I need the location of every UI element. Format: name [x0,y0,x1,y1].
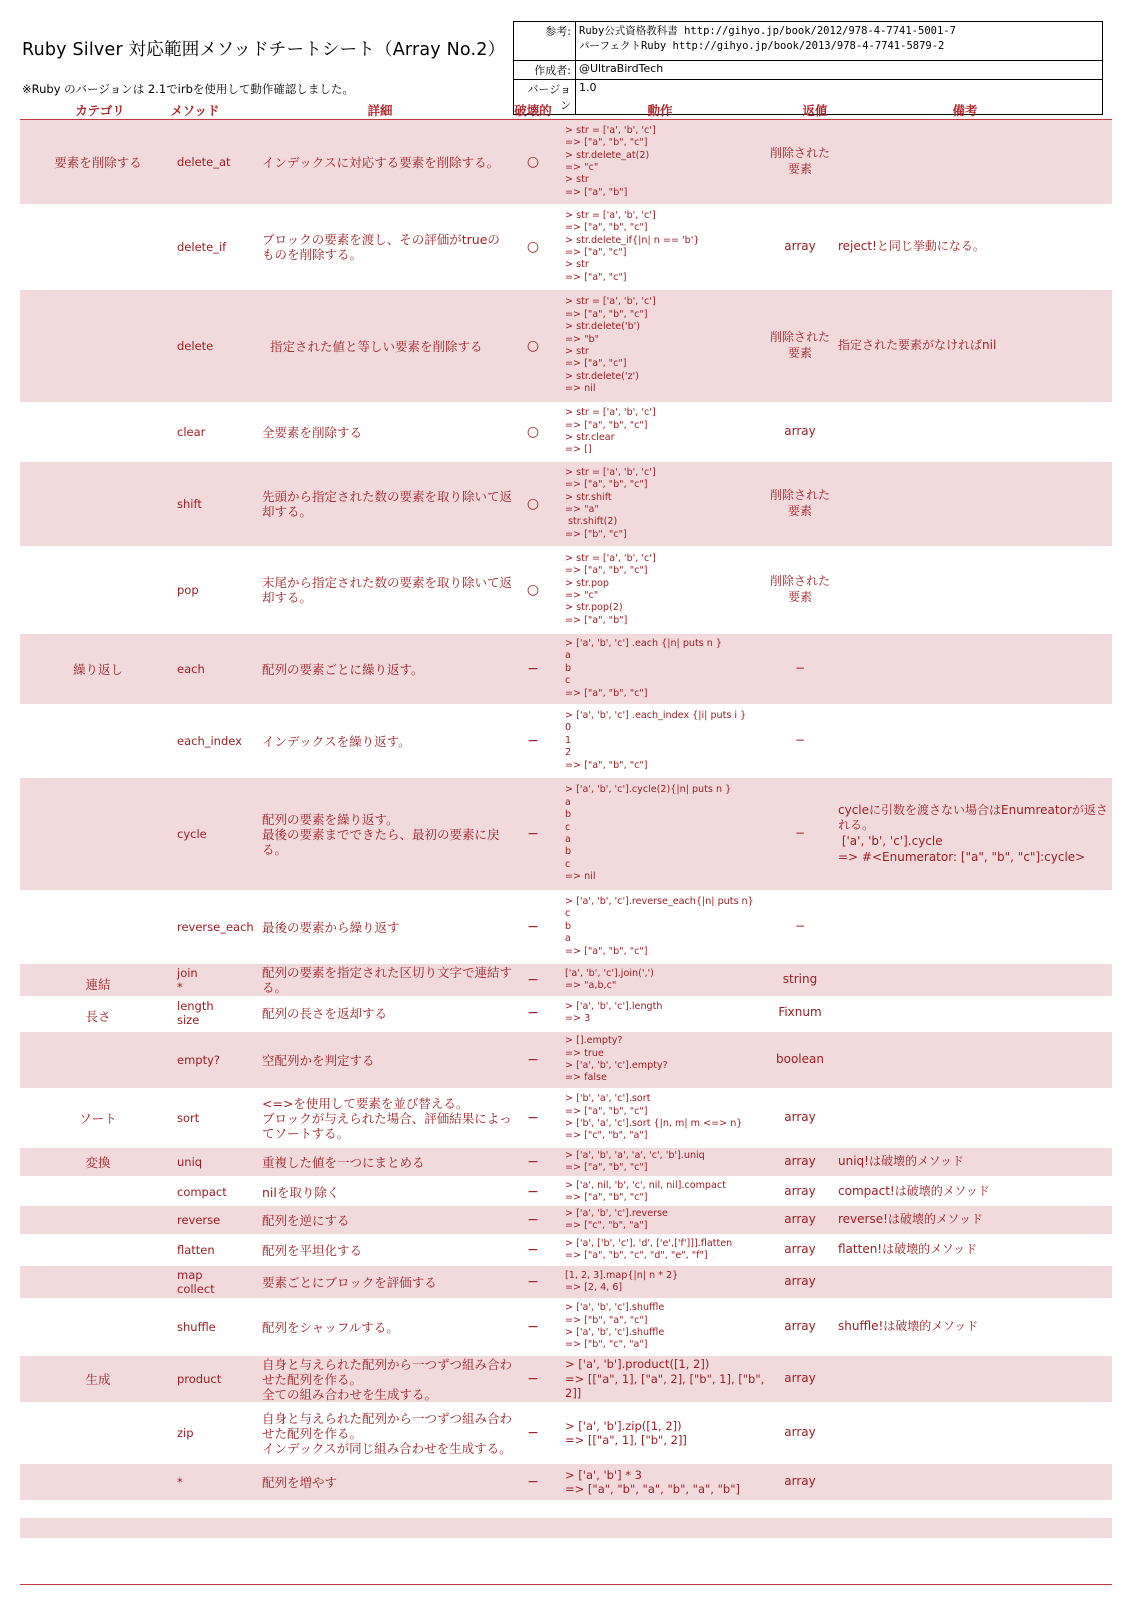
table-row [20,1236,1112,1264]
return-value: array [784,239,816,254]
detail-text: 全要素を削除する [262,424,363,440]
action-example: > ['a', ['b', 'c'], 'd', ['e',['f']]].flatten => ["a", "b", "c", "d", "e", "f"] [565,1237,733,1261]
category-cell: 要素を削除する [54,155,142,170]
remarks-text: flatten!は破壊的メソッド [838,1242,978,1257]
remarks-text [838,998,1108,1028]
action-example: > str = ['a', 'b', 'c'] => ["a", "b", "c"] > str.delete('b') => "b" > str => ["a", "c"] > str.delete('z') => nil [565,296,656,395]
table-row [20,1464,1112,1500]
action-example: > ['a', 'b', 'c'].length => 3 [565,1000,663,1024]
method-name: delete_if [177,239,227,254]
destructive-mark: − [527,1242,539,1258]
table-row [20,706,1112,776]
action-example: > ['a', 'b', 'c'].shuffle => ["b", "a", "c"] > ['a', 'b', 'c'].shuffle => ["b", "c", "a"] [565,1302,665,1351]
destructive-mark: − [527,733,539,749]
return-value: string [782,972,818,987]
return-value: array [784,1274,816,1289]
remarks-text: reverse!は破壊的メソッド [838,1212,983,1227]
remarks-text [838,1356,1108,1402]
table-row [20,998,1112,1028]
return-value: 削除された 要素 [769,330,830,360]
destructive-mark: ○ [526,154,540,170]
return-value: − [794,733,806,748]
detail-text: 配列の要素ごとに繰り返す。 [262,661,424,677]
method-name: map collect [177,1267,215,1296]
category-cell [20,290,176,402]
return-value: array [784,1319,816,1334]
remarks-text [838,706,1108,776]
action-example: > [].empty? => true > ['a', 'b', 'c'].empty? => false [565,1035,668,1084]
remarks-text [838,404,1108,460]
detail-text: 配列を増やす [262,1474,338,1490]
table-row [20,1032,1112,1088]
detail-text: 配列の長さを返却する [262,1005,388,1021]
remarks-text [838,634,1108,704]
action-example: > str = ['a', 'b', 'c'] => ["a", "b", "c"] > str.clear => [] [565,407,656,456]
ref-line2: パーフェクトRuby http://gihyo.jp/book/2013/978-4-7741-5879-2 [579,40,945,52]
remarks-text [838,1464,1108,1500]
destructive-mark: − [527,1371,539,1387]
destructive-mark: − [527,1274,539,1290]
detail-text: 配列の要素を指定された区切り文字で連結する。 [262,965,513,995]
method-name: delete [177,338,214,353]
action-example: > str = ['a', 'b', 'c'] => ["a", "b", "c"] > str.pop => "c" > str.pop(2) => ["a", "b"] [565,552,656,626]
detail-text: 空配列かを判定する [262,1052,375,1068]
category-cell [20,1236,176,1264]
category-cell: ソート [79,1111,117,1126]
method-name: cycle [177,826,207,841]
category-cell [20,1300,176,1354]
detail-text: 先頭から指定された数の要素を取り除いて返却する。 [262,489,513,519]
action-example: > ['a', 'b', 'c'].reverse_each{|n| puts n} c b a => ["a", "b", "c"] [565,895,754,957]
empty-row [20,1518,1112,1538]
destructive-mark: − [527,919,539,935]
category-cell: 連結 [85,977,111,992]
table-row [20,634,1112,704]
destructive-mark: − [527,1052,539,1068]
method-name: each_index [177,733,242,748]
detail-text: nilを取り除く [262,1184,340,1200]
action-example: > ['a', 'b', 'c'].cycle(2){|n| puts n } a b c a b c => nil [565,784,732,883]
destructive-mark: − [527,1212,539,1228]
category-cell: 繰り返し [72,662,123,677]
category-cell [20,892,176,962]
detail-text: 末尾から指定された数の要素を取り除いて返却する。 [262,575,513,605]
action-example: > ['a', 'b'].product([1, 2]) => [["a", 1], ["a", 2], ["b", 1], ["b", 2]] [565,1357,765,1401]
category-cell [20,205,176,289]
author-label: 作成者: [514,61,576,80]
destructive-mark: − [527,1184,539,1200]
category-cell [20,706,176,776]
header-remarks: 備考 [952,103,978,118]
action-example: > ['a', 'b', 'c'] .each {|n| puts n } a b c => ["a", "b", "c"] [565,637,723,699]
header-action: 動作 [647,103,673,118]
category-cell [20,1404,176,1462]
destructive-mark: − [527,1425,539,1441]
return-value: Fixnum [778,1005,822,1020]
return-value: 削除された 要素 [769,488,830,518]
remarks-text: cycleに引数を渡さない場合はEnumreatorが返される。 ['a', 'b', 'c'].cycle => #<Enumerator: ["a", "b", "c"]:cycle> [838,802,1108,864]
detail-text: 要素ごとにブロックを評価する [262,1274,437,1290]
remarks-text [838,892,1108,962]
action-example: > ['a', 'b'].zip([1, 2]) => [["a", 1], ["b", 2]] [565,1418,687,1447]
category-cell [20,462,176,546]
category-cell [20,548,176,632]
remarks-text [838,120,1108,204]
table-row [20,892,1112,962]
table-row [20,1356,1112,1402]
destructive-mark: ○ [526,239,540,255]
remarks-text [838,462,1108,546]
category-cell [20,1266,176,1298]
remarks-text [838,1404,1108,1462]
action-example: > str = ['a', 'b', 'c'] => ["a", "b", "c"] > str.shift => "a" str.shift(2) => ["b", "c"] [565,466,656,540]
method-name: join * [177,965,198,994]
category-cell: 生成 [85,1372,111,1387]
remarks-text [838,1090,1108,1146]
method-name: empty? [177,1052,220,1067]
action-example: > str = ['a', 'b', 'c'] => ["a", "b", "c"] > str.delete_if{|n| n == 'b'} => ["a", "c"] > str => ["a", "c"] [565,209,700,283]
method-name: delete_at [177,154,231,169]
return-value: 削除された 要素 [769,574,830,604]
header-method: メソッド [170,103,220,118]
return-value: 削除された 要素 [769,146,830,176]
table-row [20,205,1112,289]
detail-text: インデックスに対応する要素を削除する。 [262,154,500,170]
return-value: boolean [776,1052,824,1067]
method-name: uniq [177,1154,203,1169]
category-cell [20,1206,176,1234]
header-detail: 詳細 [367,103,393,118]
detail-text: 指定された値と等しい要素を削除する [266,338,483,354]
table-row [20,1090,1112,1146]
destructive-mark: − [527,826,539,842]
column-header-row [0,101,1128,119]
detail-text: 最後の要素から繰り返す [262,919,400,935]
detail-text: 配列をシャッフルする。 [262,1319,399,1335]
footer-rule [20,1584,1112,1585]
return-value: array [784,1242,816,1257]
action-example: > ['a', 'b', 'a', 'a', 'c', 'b'].uniq => ["a", "b", "c"] [565,1149,705,1173]
version-label: バージョン [514,80,576,115]
version-value: 1.0 [576,80,1103,115]
detail-text: 配列を平坦化する [262,1242,363,1258]
destructive-mark: − [527,661,539,677]
method-name: product [177,1371,222,1386]
table-row [20,462,1112,546]
detail-text: 自身と与えられた配列から一つずつ組み合わせた配列を作る。 インデックスが同じ組み合わせを生成する。 [262,1410,513,1456]
table-row [20,1404,1112,1462]
action-example: ['a', 'b', 'c'].join(',') => "a,b,c" [565,967,654,991]
detail-text: 重複した値を一つにまとめる [262,1154,425,1170]
table-row [20,290,1112,402]
method-name: compact [177,1184,227,1199]
category-cell [20,1032,176,1088]
destructive-mark: − [527,1005,539,1021]
return-value: − [794,661,806,676]
version-note: ※Ruby のバージョンは 2.1でirbを使用して動作確認しました。 [22,82,354,96]
remarks-text [838,548,1108,632]
action-example: > ['a', 'b', 'c'].reverse => ["c", "b", "a"] [565,1207,668,1231]
return-value: array [784,1371,816,1386]
remarks-text [838,964,1108,996]
remarks-text: uniq!は破壊的メソッド [838,1154,965,1169]
ref-line1: Ruby公式資格教科書 http://gihyo.jp/book/2012/978-4-7741-5001-7 [579,25,956,37]
page-title: Ruby Silver 対応範囲メソッドチートシート（Array No.2） [22,40,506,60]
remarks-text: shuffle!は破壊的メソッド [838,1319,979,1334]
table-row [20,404,1112,460]
action-example: > ['a', nil, 'b', 'c', nil, nil].compact => ["a", "b", "c"] [565,1179,726,1203]
author-value: @UltraBirdTech [576,61,1103,80]
category-cell: 長さ [85,1009,111,1024]
remarks-text: compact!は破壊的メソッド [838,1184,990,1199]
destructive-mark: − [527,1319,539,1335]
remarks-text: reject!と同じ挙動になる。 [838,239,985,254]
method-name: length size [177,998,214,1027]
return-value: array [784,1110,816,1125]
method-name: zip [177,1425,194,1440]
action-example: > ['a', 'b'] * 3 => ["a", "b", "a", "b", "a", "b"] [565,1467,740,1496]
table-row [20,1148,1112,1176]
action-example: > ['b', 'a', 'c'].sort => ["a", "b", "c"] > ['b', 'a', 'c'].sort {|n, m| m <=> n} => ["c", "b", "a"] [565,1093,743,1142]
method-name: pop [177,582,199,597]
destructive-mark: ○ [526,496,540,512]
category-cell [20,778,176,890]
method-name: reverse_each [177,919,254,934]
destructive-mark: − [527,972,539,988]
table-row [20,1300,1112,1354]
category-cell [20,1178,176,1206]
method-name: * [177,1474,183,1489]
return-value: array [784,1154,816,1169]
remarks-text [838,1032,1108,1088]
method-name: shuffle [177,1319,216,1334]
detail-text: 配列の要素を繰り返す。 最後の要素までできたら、最初の要素に戻る。 [262,811,500,857]
header-return: 返値 [802,103,828,118]
destructive-mark: − [527,1474,539,1490]
return-value: array [784,424,816,439]
destructive-mark: − [527,1110,539,1126]
return-value: array [784,1184,816,1199]
category-cell [20,1464,176,1500]
table-row [20,120,1112,204]
table-row [20,1206,1112,1234]
table-row [20,548,1112,632]
destructive-mark: ○ [526,338,540,354]
return-value: array [784,1474,816,1489]
header-destructive: 破壊的 [514,103,552,118]
detail-text: 自身と与えられた配列から一つずつ組み合わせた配列を作る。 全ての組み合わせを生成する。 [262,1356,513,1402]
return-value: array [784,1425,816,1440]
header-category: カテゴリ [75,103,125,118]
destructive-mark: − [527,1154,539,1170]
method-name: each [177,661,205,676]
method-name: reverse [177,1212,221,1227]
method-name: sort [177,1110,200,1125]
method-name: clear [177,424,206,439]
detail-text: ブロックの要素を渡し、その評価がtrueのものを削除する。 [262,232,500,262]
action-example: > str = ['a', 'b', 'c'] => ["a", "b", "c"] > str.delete_at(2) => "c" > str => ["a", "b"] [565,124,656,198]
return-value: − [794,826,806,841]
table-row [20,1178,1112,1206]
method-name: flatten [177,1242,215,1257]
ref-label: 参考: [514,22,576,61]
return-value: − [794,919,806,934]
category-cell: 変換 [85,1155,111,1170]
method-name: shift [177,496,202,511]
destructive-mark: ○ [526,582,540,598]
detail-text: <=>を使用して要素を並び替える。 ブロックが与えられた場合、評価結果によってソートする。 [262,1095,512,1141]
category-cell [20,404,176,460]
detail-text: インデックスを繰り返す。 [262,733,411,749]
table-row [20,778,1112,890]
detail-text: 配列を逆にする [262,1212,350,1228]
remarks-text [838,1266,1108,1298]
return-value: array [784,1212,816,1227]
table-row [20,1266,1112,1298]
action-example: > ['a', 'b', 'c'] .each_index {|i| puts i } 0 1 2 => ["a", "b", "c"] [565,709,747,771]
destructive-mark: ○ [526,424,540,440]
action-example: [1, 2, 3].map{|n| n * 2} => [2, 4, 6] [565,1269,679,1293]
table-row [20,964,1112,996]
remarks-text: 指定された要素がなければnil [838,338,997,353]
